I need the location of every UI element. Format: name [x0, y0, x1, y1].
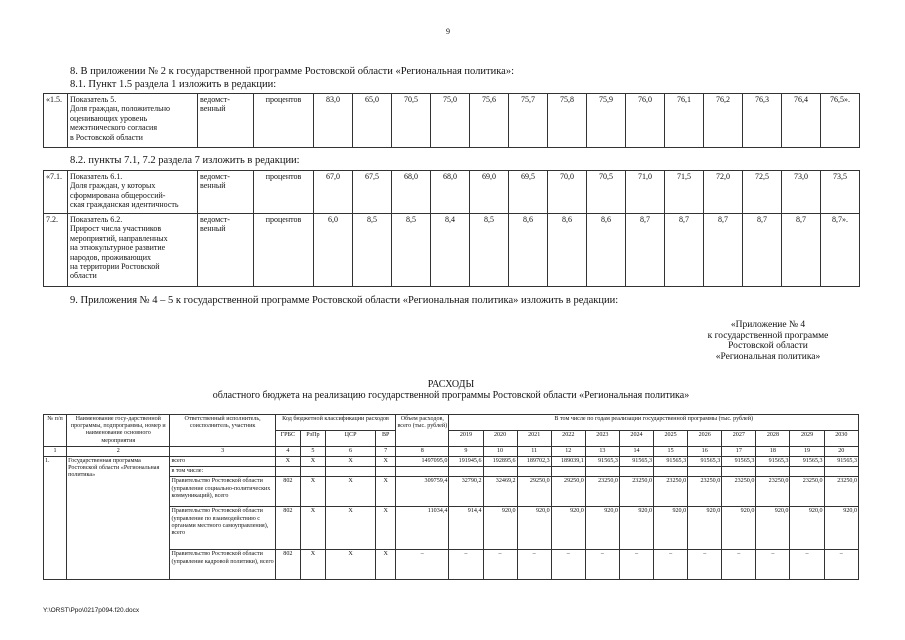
indicator-value: 76,2 — [704, 94, 743, 148]
year-value — [824, 467, 858, 477]
year-value: 91565,3 — [790, 457, 824, 467]
executor-cell: всего — [170, 457, 275, 467]
column-number: 2 — [67, 446, 170, 456]
header-vr: ВР — [376, 430, 396, 446]
indicator-number: 7.2. — [44, 214, 68, 287]
column-number: 9 — [449, 446, 483, 456]
header-year: 2025 — [654, 430, 688, 446]
year-value — [654, 467, 688, 477]
year-value: – — [517, 550, 551, 580]
indicator-value: 75,0 — [431, 94, 470, 148]
year-value: – — [449, 550, 483, 580]
year-value: – — [585, 550, 619, 580]
year-value: 920,0 — [551, 507, 585, 550]
year-value — [722, 467, 756, 477]
total-cell — [396, 467, 449, 477]
indicator-value: 70,5 — [587, 171, 626, 214]
year-value: 91565,3 — [722, 457, 756, 467]
header-volume: Объем расходов, всего (тыс. рублей) — [396, 415, 449, 447]
indicator-value: 76,3 — [743, 94, 782, 148]
indicator-value: 8,7 — [743, 214, 782, 287]
page-number: 9 — [446, 27, 450, 36]
header-year: 2022 — [551, 430, 585, 446]
column-number: 16 — [688, 446, 722, 456]
year-value: 920,0 — [756, 507, 790, 550]
indicator-value: 71,0 — [626, 171, 665, 214]
grbs-cell — [275, 467, 300, 477]
rzpr-cell: Х — [300, 477, 325, 507]
file-path-footer: Y:\ORST\Ppo\0217p094.f20.docx — [43, 607, 140, 614]
year-value: 91565,3 — [688, 457, 722, 467]
year-value — [619, 467, 653, 477]
indicator-value: 76,5». — [821, 94, 860, 148]
total-cell: 1497095,0 — [396, 457, 449, 467]
row-number: 1. — [44, 457, 67, 580]
header-year: 2028 — [756, 430, 790, 446]
year-value: 32790,2 — [449, 477, 483, 507]
rzpr-cell: Х — [300, 457, 325, 467]
indicator-row-1-5 — [44, 94, 860, 148]
indicator-value: 8,5 — [470, 214, 509, 287]
indicator-type: ведомст- венный — [198, 214, 254, 287]
executor-cell: Правительство Ростовской области (управление по взаимодействию с органами местного самоуправления), всего — [170, 507, 275, 550]
expenses-table — [43, 414, 859, 580]
column-number: 10 — [483, 446, 517, 456]
column-number: 14 — [619, 446, 653, 456]
indicator-value: 69,5 — [509, 171, 548, 214]
rzpr-cell — [300, 467, 325, 477]
indicator-number: «1.5. — [44, 94, 68, 148]
indicator-unit: процентов — [254, 171, 314, 214]
column-number: 19 — [790, 446, 824, 456]
csr-cell: Х — [325, 550, 375, 580]
header-year: 2021 — [517, 430, 551, 446]
year-value: 23250,0 — [722, 477, 756, 507]
year-value: 189702,3 — [517, 457, 551, 467]
year-value: 23250,0 — [619, 477, 653, 507]
year-value — [483, 467, 517, 477]
appendix-caption: «Приложение № 4 к государственной программе Ростовской области «Региональная политика» — [707, 320, 829, 362]
year-value: – — [483, 550, 517, 580]
section-8-2-heading: 8.2. пункты 7.1, 7.2 раздела 7 изложить в редакции: — [70, 155, 300, 166]
year-value: 91565,3 — [585, 457, 619, 467]
document-title: РАСХОДЫ областного бюджета на реализацию государственной программы Ростовской области «Региональная политика» — [212, 379, 690, 401]
csr-cell — [325, 467, 375, 477]
column-number: 5 — [300, 446, 325, 456]
column-number: 12 — [551, 446, 585, 456]
indicator-value: 83,0 — [314, 94, 353, 148]
header-year: 2027 — [722, 430, 756, 446]
indicator-name: Показатель 5. Доля граждан, положительно оценивающих уровень межэтнического согласия в Ростовской области — [68, 94, 198, 148]
indicator-value: 76,4 — [782, 94, 821, 148]
indicator-value: 8,7 — [704, 214, 743, 287]
header-code-group: Код бюджетной классификации расходов — [275, 415, 395, 431]
header-year: 2026 — [688, 430, 722, 446]
indicator-value: 8,6 — [509, 214, 548, 287]
year-value: – — [824, 550, 858, 580]
section-9-heading: 9. Приложения № 4 – 5 к государственной программе Ростовской области «Региональная политика» изложить в редакции: — [70, 295, 619, 306]
year-value: – — [654, 550, 688, 580]
indicator-table-1-5 — [43, 93, 860, 148]
year-value: 189039,1 — [551, 457, 585, 467]
year-value: – — [551, 550, 585, 580]
indicator-value: 75,9 — [587, 94, 626, 148]
vr-cell: Х — [376, 550, 396, 580]
column-number: 8 — [396, 446, 449, 456]
year-value — [517, 467, 551, 477]
total-cell: – — [396, 550, 449, 580]
grbs-cell: 802 — [275, 477, 300, 507]
indicator-name: Показатель 6.2. Прирост числа участников мероприятий, направленных на этнокультурное развитие народов, проживающих на территории Ростовской области — [68, 214, 198, 287]
year-value: 23250,0 — [756, 477, 790, 507]
year-value: 920,0 — [585, 507, 619, 550]
indicator-number: «7.1. — [44, 171, 68, 214]
header-year: 2024 — [619, 430, 653, 446]
header-year: 2020 — [483, 430, 517, 446]
year-value: – — [790, 550, 824, 580]
indicator-unit: процентов — [254, 94, 314, 148]
executor-cell: в том числе: — [170, 467, 275, 477]
column-number: 7 — [376, 446, 396, 456]
indicator-value: 8,6 — [587, 214, 626, 287]
indicator-value: 68,0 — [392, 171, 431, 214]
year-value: 23250,0 — [585, 477, 619, 507]
csr-cell: Х — [325, 477, 375, 507]
column-number: 20 — [824, 446, 858, 456]
year-value: – — [619, 550, 653, 580]
year-value: 23250,0 — [654, 477, 688, 507]
section-8-1-heading: 8.1. Пункт 1.5 раздела 1 изложить в редакции: — [70, 79, 277, 90]
year-value: 91565,3 — [654, 457, 688, 467]
header-year: 2019 — [449, 430, 483, 446]
grbs-cell: Х — [275, 457, 300, 467]
header-executor: Ответственный исполнитель, соисполнитель, участник — [170, 415, 275, 447]
year-value: – — [688, 550, 722, 580]
header-csr: ЦСР — [325, 430, 375, 446]
indicator-value: 69,0 — [470, 171, 509, 214]
section-8-heading: 8. В приложении № 2 к государственной программе Ростовской области «Региональная политика»: — [70, 66, 514, 77]
year-value: 914,4 — [449, 507, 483, 550]
year-value: 91565,3 — [619, 457, 653, 467]
total-cell: 309759,4 — [396, 477, 449, 507]
column-number: 15 — [654, 446, 688, 456]
header-year: 2030 — [824, 430, 858, 446]
header-row — [44, 415, 859, 431]
indicator-value: 6,0 — [314, 214, 353, 287]
table-row — [44, 457, 859, 467]
indicator-row-7-1 — [44, 171, 860, 214]
indicator-value: 75,8 — [548, 94, 587, 148]
executor-cell: Правительство Ростовской области (управление кадровой политики), всего — [170, 550, 275, 580]
header-program: Наименование госу-дарственной программы, подпрограммы, номер и наименование основного мероприятия — [67, 415, 170, 447]
indicator-name: Показатель 6.1. Доля граждан, у которых сформирована общероссий- ская гражданская идентичность — [68, 171, 198, 214]
year-value: 920,0 — [722, 507, 756, 550]
year-value: – — [756, 550, 790, 580]
header-year: 2023 — [585, 430, 619, 446]
year-value — [585, 467, 619, 477]
year-value: 920,0 — [483, 507, 517, 550]
indicator-value: 8,7». — [821, 214, 860, 287]
indicator-type: ведомст- венный — [198, 171, 254, 214]
year-value: 32469,2 — [483, 477, 517, 507]
year-value: 920,0 — [654, 507, 688, 550]
indicator-value: 76,1 — [665, 94, 704, 148]
year-value: 191945,6 — [449, 457, 483, 467]
indicator-unit: процентов — [254, 214, 314, 287]
indicator-row-7-2 — [44, 214, 860, 287]
year-value: 920,0 — [688, 507, 722, 550]
indicator-value: 8,7 — [782, 214, 821, 287]
csr-cell: Х — [325, 457, 375, 467]
column-number: 3 — [170, 446, 275, 456]
indicator-value: 73,0 — [782, 171, 821, 214]
indicator-value: 76,0 — [626, 94, 665, 148]
year-value: 920,0 — [517, 507, 551, 550]
indicator-value: 8,7 — [626, 214, 665, 287]
column-number: 1 — [44, 446, 67, 456]
year-value: 920,0 — [824, 507, 858, 550]
year-value — [449, 467, 483, 477]
total-cell: 11034,4 — [396, 507, 449, 550]
indicator-value: 8,7 — [665, 214, 704, 287]
vr-cell: Х — [376, 457, 396, 467]
year-value — [790, 467, 824, 477]
vr-cell: Х — [376, 477, 396, 507]
indicator-table-7 — [43, 170, 860, 287]
indicator-value: 67,0 — [314, 171, 353, 214]
indicator-type: ведомст- венный — [198, 94, 254, 148]
indicator-value: 75,6 — [470, 94, 509, 148]
year-value: 23250,0 — [824, 477, 858, 507]
year-value: 91565,3 — [756, 457, 790, 467]
indicator-value: 73,5 — [821, 171, 860, 214]
year-value — [756, 467, 790, 477]
indicator-value: 70,0 — [548, 171, 587, 214]
year-value: 920,0 — [619, 507, 653, 550]
column-number: 4 — [275, 446, 300, 456]
vr-cell — [376, 467, 396, 477]
executor-cell: Правительство Ростовской области (управление социально-политических коммуникаций), всего — [170, 477, 275, 507]
indicator-value: 68,0 — [431, 171, 470, 214]
rzpr-cell: Х — [300, 507, 325, 550]
indicator-value: 67,5 — [353, 171, 392, 214]
column-number-row — [44, 446, 859, 456]
year-value: 23250,0 — [688, 477, 722, 507]
year-value: 920,0 — [790, 507, 824, 550]
vr-cell: Х — [376, 507, 396, 550]
column-number: 13 — [585, 446, 619, 456]
indicator-value: 72,0 — [704, 171, 743, 214]
column-number: 18 — [756, 446, 790, 456]
program-name: Государственная программа Ростовской области «Региональная политика» — [67, 457, 170, 580]
indicator-value: 8,5 — [392, 214, 431, 287]
year-value — [551, 467, 585, 477]
csr-cell: Х — [325, 507, 375, 550]
indicator-value: 71,5 — [665, 171, 704, 214]
year-value: 192895,6 — [483, 457, 517, 467]
year-value: – — [722, 550, 756, 580]
column-number: 6 — [325, 446, 375, 456]
header-num: № п/п — [44, 415, 67, 447]
rzpr-cell: Х — [300, 550, 325, 580]
header-rzpr: РзПр — [300, 430, 325, 446]
indicator-value: 8,5 — [353, 214, 392, 287]
grbs-cell: 802 — [275, 507, 300, 550]
year-value: 23250,0 — [790, 477, 824, 507]
indicator-value: 8,6 — [548, 214, 587, 287]
indicator-value: 75,7 — [509, 94, 548, 148]
indicator-value: 70,5 — [392, 94, 431, 148]
indicator-value: 65,0 — [353, 94, 392, 148]
year-value: 91565,3 — [824, 457, 858, 467]
grbs-cell: 802 — [275, 550, 300, 580]
header-years-group: В том числе по годам реализации государственной программы (тыс. рублей) — [449, 415, 859, 431]
indicator-value: 72,5 — [743, 171, 782, 214]
year-value — [688, 467, 722, 477]
header-year: 2029 — [790, 430, 824, 446]
indicator-value: 8,4 — [431, 214, 470, 287]
year-value: 29250,0 — [551, 477, 585, 507]
year-value: 29250,0 — [517, 477, 551, 507]
column-number: 17 — [722, 446, 756, 456]
column-number: 11 — [517, 446, 551, 456]
header-grbs: ГРБС — [275, 430, 300, 446]
